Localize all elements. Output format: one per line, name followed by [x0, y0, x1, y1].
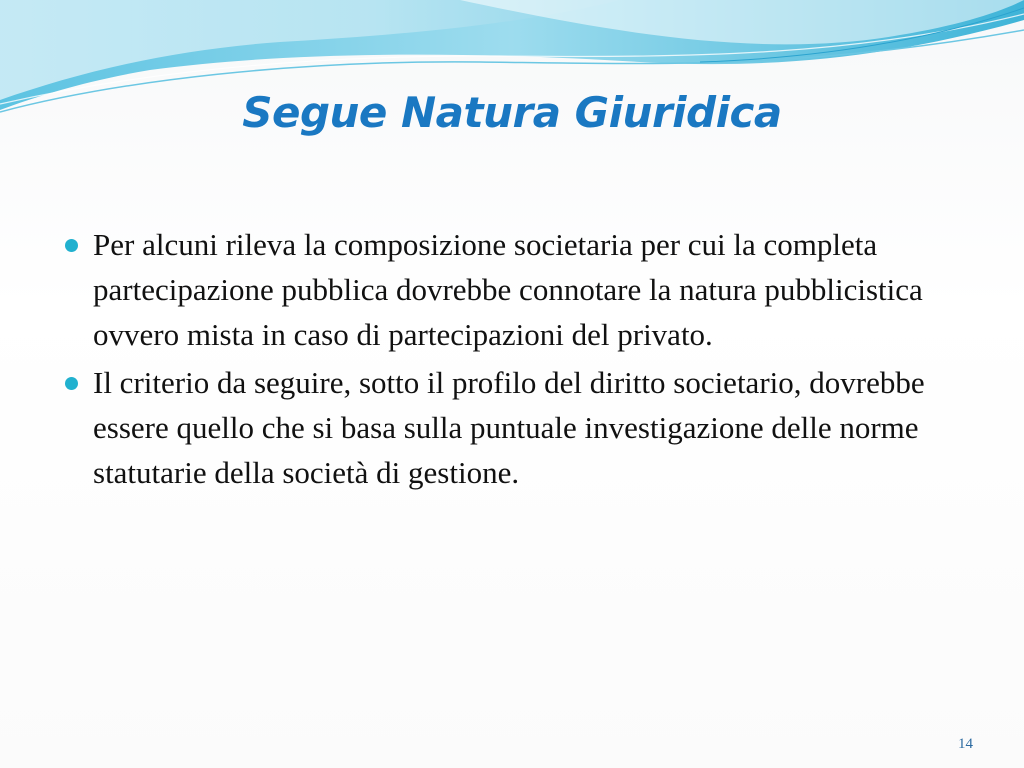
bullet-list — [62, 222, 962, 498]
bullet-item — [62, 222, 962, 357]
bullet-dot-icon — [65, 239, 78, 252]
page-number: 14 — [958, 736, 973, 752]
bullet-text: Il criterio da seguire, sotto il profilo del diritto societario, dovrebbe essere quello che si basa sulla puntuale investigazione delle norme statutarie della società di gestione. — [93, 365, 925, 490]
bullet-text: Per alcuni rileva la composizione societaria per cui la completa partecipazione pubblica dovrebbe connotare la natura pubblicistica ovvero mista in caso di partecipazioni del privato. — [93, 227, 923, 352]
bullet-dot-icon — [65, 377, 78, 390]
bullet-item — [62, 360, 962, 495]
slide-title: Segue Natura Giuridica — [242, 88, 782, 137]
